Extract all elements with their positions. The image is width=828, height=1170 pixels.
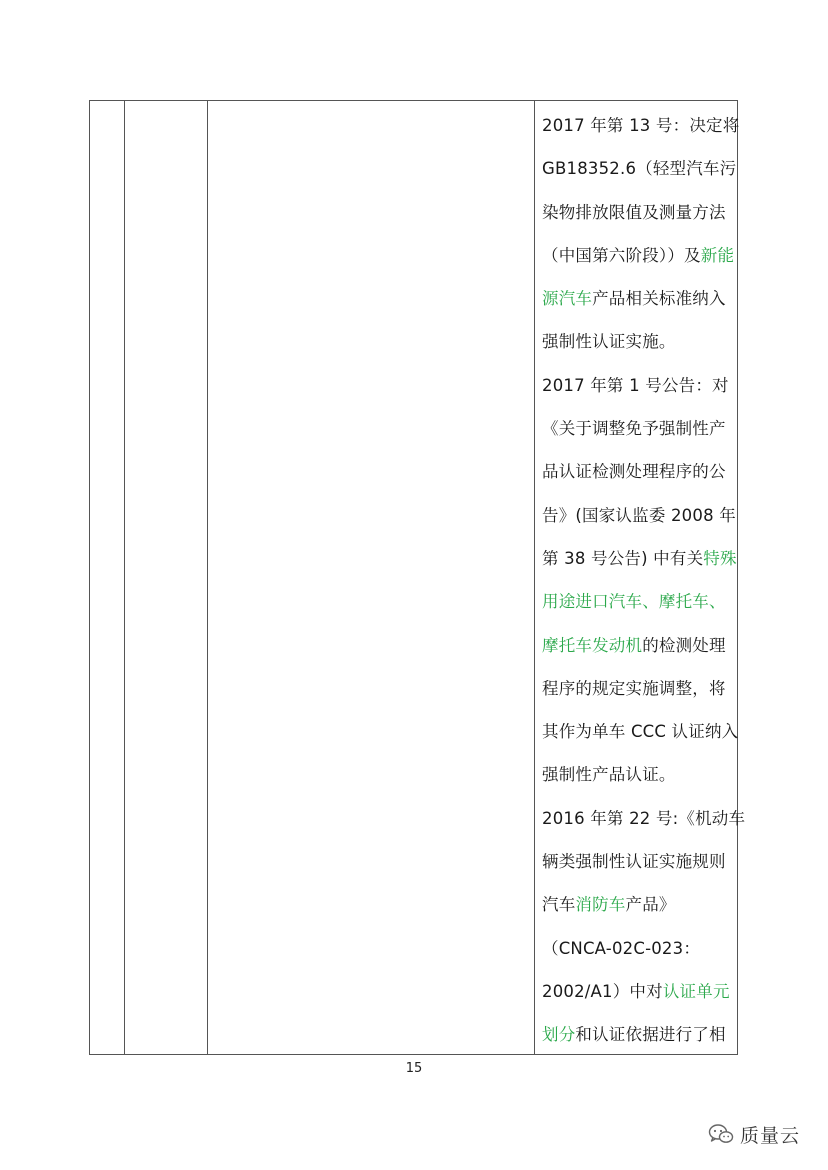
highlighted-term: 消防车: [575, 895, 626, 915]
text-line: [542, 191, 734, 234]
text-segment: 2017 年第 1 号公告：对: [542, 375, 729, 395]
text-line: [542, 710, 739, 753]
text-segment: GB18352.6（轻型汽车污: [542, 159, 737, 179]
highlighted-term: 特殊: [703, 548, 737, 568]
text-segment: 产品》: [625, 895, 676, 915]
text-segment: 辆类强制性认证实施规则: [542, 852, 726, 872]
text-segment: 染物排放限值及测量方法: [542, 202, 726, 222]
highlighted-term: 用途进口汽车、摩托车、: [542, 592, 726, 612]
text-segment: 和认证依据进行了相: [575, 1025, 726, 1045]
highlighted-term: 新能: [700, 245, 735, 265]
text-line: [542, 277, 734, 320]
wechat-icon: [708, 1123, 734, 1145]
text-line: [542, 970, 734, 1013]
watermark: [708, 1122, 800, 1146]
text-line: [542, 1013, 734, 1056]
text-segment: 强制性产品认证。: [542, 765, 676, 785]
table-column-divider: [534, 101, 535, 1054]
highlighted-term: 摩托车发动机: [542, 635, 643, 655]
text-line: [542, 624, 734, 667]
table-cell-announcements: [542, 104, 746, 1057]
text-line: [542, 883, 734, 926]
text-segment: 产品相关标准纳入: [592, 289, 726, 309]
text-line: [542, 927, 734, 970]
text-line: [542, 753, 734, 796]
text-segment: 其作为单车 CCC 认证纳入: [542, 722, 739, 742]
text-segment: 第 38 号公告) 中有关: [542, 548, 704, 568]
table-column-divider: [207, 101, 208, 1054]
watermark-text: 质量云: [739, 1124, 800, 1147]
text-segment: 2017 年第 13 号：决定将: [542, 116, 740, 135]
text-segment: （中国第六阶段））及: [542, 245, 701, 265]
text-segment: 2002/A1）中对: [542, 981, 663, 1001]
text-line: [542, 147, 737, 190]
text-line: [542, 537, 737, 580]
text-segment: 2016 年第 22 号:《机动车: [542, 808, 746, 828]
text-segment: 《关于调整免予强制性产: [542, 419, 726, 439]
text-segment: （CNCA-02C-023：: [542, 938, 701, 958]
highlighted-term: 源汽车: [542, 289, 593, 309]
text-line: [542, 667, 734, 710]
page-number: 15: [405, 1061, 423, 1076]
text-line: [542, 104, 740, 147]
text-line: [542, 494, 734, 537]
text-line: [542, 364, 734, 407]
text-segment: 告》(国家认监委 2008 年: [542, 505, 736, 525]
text-line: [542, 580, 734, 623]
highlighted-term: 认证单元: [662, 981, 730, 1001]
text-segment: 汽车: [542, 895, 576, 915]
highlighted-term: 划分: [542, 1025, 576, 1045]
text-segment: 程序的规定实施调整，将: [542, 678, 726, 698]
text-segment: 的检测处理: [642, 635, 726, 655]
table-column-divider: [124, 101, 125, 1054]
text-line: [542, 840, 734, 883]
text-line: [542, 450, 734, 493]
text-segment: 品认证检测处理程序的公: [542, 462, 726, 482]
text-line: [542, 407, 734, 450]
text-line: [542, 234, 734, 277]
text-line: [542, 320, 734, 363]
text-line: [542, 797, 746, 840]
text-segment: 强制性认证实施。: [542, 332, 676, 352]
